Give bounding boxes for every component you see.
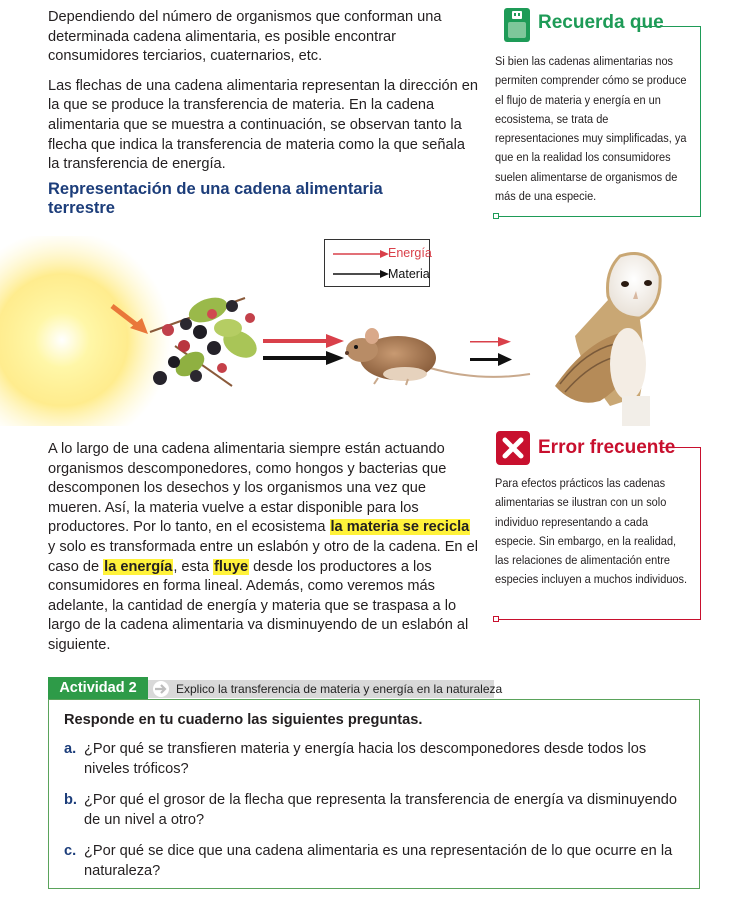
paragraph-text-2: y solo es transformada entre un eslabón y otro de la cadena. En el caso de [48,538,478,575]
legend-energy-arrow [333,248,389,260]
energy-arrow-2 [470,337,511,347]
matter-arrow-2 [470,353,512,366]
highlight-energy: la energía [104,558,173,575]
highlight-flows: fluye [214,558,249,575]
paragraph-text-4: desde los productores a los consumidores en forma lineal. Además, como veremos más adelante, la cantidad de energía y materia que se traspasa a lo largo de la cadena alimentaria va disminuyendo de un eslabón al siguiente. [48,558,469,653]
usb-drive-icon [504,8,530,42]
error-box-title: Error frecuente [538,437,676,458]
question-text: ¿Por qué se transfieren materia y energía hacia los descomponedores desde todos los niveles tróficos? [84,741,647,777]
activity-instruction: Responde en tu cuaderno las siguientes preguntas. [64,712,423,728]
intro-paragraph-2: Las flechas de una cadena alimentaria representan la dirección en la que se produce la transferencia de materia. En la cadena alimentaria que se muestra a continuación, se observan tanto la flecha que indica la transferencia de materia como la que señala la transferencia de energía. [48,77,478,173]
activity-label: Actividad 2 [48,677,148,699]
intro-paragraph-1: Dependiendo del número de organismos que conforman una determinada cadena alimentaria, es posible encontrar consumidores terciarios, cuaternarios, etc. [48,9,442,65]
remember-box-text: Si bien las cadenas alimentarias nos permiten comprender cómo se produce el flujo de materia y energía en un ecosistema, se trata de representaciones muy simplificadas, ya que en la realidad los consumidores suelen alimentarse de organismos de más de una especie. [495,54,687,204]
legend-matter-label: Materia [388,267,430,281]
question-letter: b. [64,792,77,808]
arrow-right-icon [150,680,172,698]
question-letter: c. [64,843,77,859]
paragraph-text-1: A lo largo de una cadena alimentaria siempre están actuando organismos descomponedores, como hongos y bacterias que descomponen los desechos y los organismos una vez que mueren. Así, la materia vuelve a estar disponible para los productores. Por lo tanto, en el ecosistema [48,441,447,536]
question-text: ¿Por qué se dice que una cadena alimentaria es una representación de lo que ocurre en la naturaleza? [84,843,673,879]
activity-subtitle: Explico la transferencia de materia y energía en la naturaleza [176,682,503,696]
question-b [64,791,684,830]
legend [324,239,430,287]
energy-arrow-1 [263,334,344,348]
legend-energy-label: Energía [388,246,432,260]
question-text: ¿Por qué el grosor de la flecha que representa la transferencia de energía va disminuyendo de un nivel a otro? [84,792,678,828]
paragraph-text-3: , esta [173,558,214,575]
section-heading: Representación de una cadena alimentaria terrestre [48,180,383,217]
decomposers-paragraph [48,440,480,656]
highlight-matter-recycled: la materia se recicla [330,519,470,536]
remember-box-title: Recuerda que [538,12,664,33]
question-c [64,842,684,881]
error-box-text: Para efectos prácticos las cadenas alimentarias se ilustran con un solo individuo representando a cada especie. Sin embargo, en la realidad, las relaciones de alimentación entre especies incluyen a muchos individuos. [495,476,688,587]
remember-box-corner-dot [493,213,499,219]
question-letter: a. [64,741,77,757]
x-mark-icon [496,431,530,465]
error-box-corner-dot [493,616,499,622]
question-a [64,740,684,779]
legend-matter-arrow [333,268,389,280]
intro-text [48,8,480,175]
owl [555,254,660,427]
matter-arrow-1 [263,351,344,365]
